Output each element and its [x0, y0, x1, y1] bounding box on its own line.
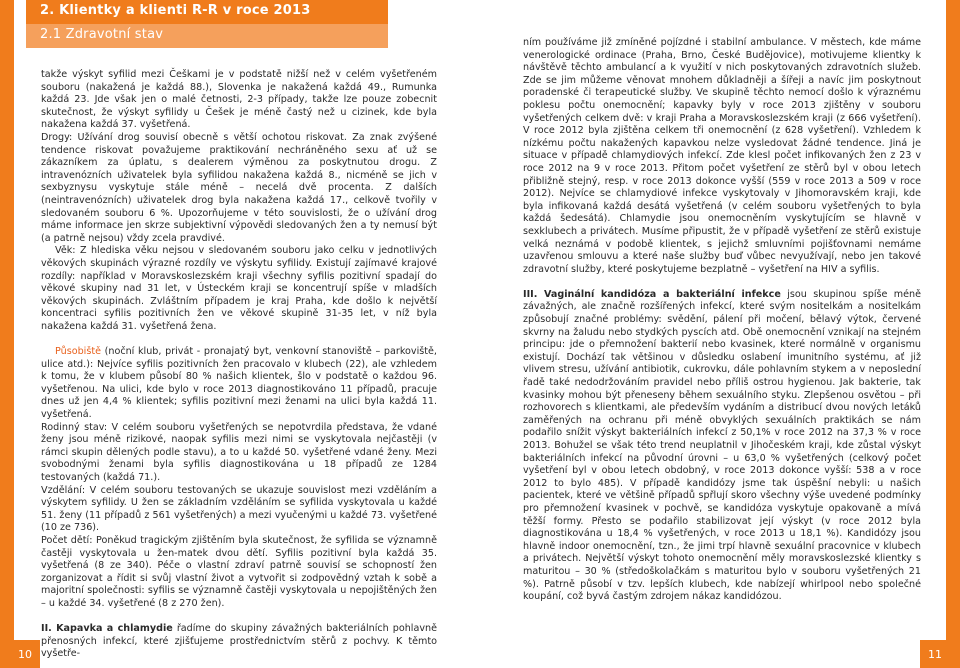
paragraph-spacer — [41, 611, 437, 624]
left-column — [41, 69, 437, 661]
left-edge-rail — [0, 0, 14, 668]
paragraph-spacer — [523, 276, 921, 289]
paragraph-marital-status: Rodinný stav: V celém souboru vyšetřených se nepotvrdila představa, že vdané ženy jsou méně rizikové, naopak syfilis mezi nimi se vyskytovala nejčastěji (v rámci skupin dělených podle stavu), a to u každé 50. vyšetřené vdané ženy. Mezi svobodnými ženami byla syfilis diagnostikována u 18 případů ze 1284 testovaných (každá 71.). — [41, 421, 437, 483]
paragraph-age: Věk: Z hlediska věku nejsou v sledovaném souboru jako celku v jednotlivých věkových skupinách výrazné rozdíly ve výskytu syfilidy. Existují zajímavé krajové rozdíly: například v Moravskoslezském kraji všechny syfilis pozitivní spadají do věkové skupiny nad 31 let, v Ústeckém kraji se koncentrují spíše v mladších věkových skupinách. Zvláštním případem je kraj Praha, kde došlo k největší koncentraci syfilis pozitivních žen ve věkové skupině 31-35 let, v níž byla nakažena každá 31. vyšetřená žena. — [41, 245, 437, 332]
paragraph-drugs: Drogy: Užívání drog souvisí obecně s větší ochotou riskovat. Za znak zvýšené tendence riskovat považujeme praktikování nechráněného sexu ať už se zákazníkem za úplatu, s dealerem výměnou za poskytnutou drogu. Z intravenózních uživatelek byla syfilidou nakažena každá 8., nicméně se jich v sexbyznysu vyskytuje stále méně – necelá dvě procenta. Z dalších (neintravenózních) uživatelek drog byla nakažena každá 17., celkově tvořily v sledovaném souboru 6 %. Upozorňujeme v této souvislosti, že o užívání drog máme informace jen skrze subjektivní výpovědi sledovaných žen a ty nemusí být (a patrně nejsou) vždy zcela pravdivé. — [41, 131, 437, 244]
gonorrhea-text: řadíme do skupiny závažných bakteriálních pohlavně přenosných infekcí, které zjišťujeme prostřednictvím stěrů z pochvy. K těmto vyšetře- — [41, 623, 438, 660]
paragraph-candidiasis — [523, 289, 921, 604]
subsection-title: 2.1 Zdravotní stav — [40, 27, 164, 42]
right-column — [523, 37, 921, 604]
paragraph-children: Počet dětí: Poněkud tragickým zjištěním byla skutečnost, že syfilida se významně častěji vyskytovala u žen-matek dvou dětí. Syfilis pozitivní byla každá 35. vyšetřená (8 ze 340). Péče o vlastní zdraví patrně souvisí se schopností žen zorganizovat a řídit si svůj vlastní život a vytvořit si zodpovědný vztah k sobě a majoritní společnosti: syfilis se významně častěji vyskytovala u nepojištěných žen – u každé 34. vyšetřené (8 z 270 žen). — [41, 534, 437, 609]
right-edge-rail — [946, 0, 960, 668]
section-title: 2. Klientky a klienti R-R v roce 2013 — [40, 3, 311, 18]
page-number-right: 11 — [920, 640, 950, 668]
workplace-label: Působiště — [55, 346, 101, 358]
paragraph-workplace — [41, 346, 437, 422]
paragraph-spacer — [41, 333, 437, 346]
candidiasis-text: jsou skupinou spíše méně závažných, ale značně rozšířených infekcí, které svým nositelkám a nositelkám způsobují značné problémy: svědění, pálení při močení, bělavý výtok, červené skvrny na žaludu nebo stydkých pyscích atd. Obě onemocnění vznikají na stejném principu: jde o přemnožení bakterií nebo kvasinek, které normálně v organismu existují. Dochází tak většinou v důsledku oslabení imunitního systému, ať již vlivem stresu, užívání antibiotik, cukrovku, dále pohlavním stykem a v neposlední řadě také nedodržováním pravidel nebo příliš ostrou hygienou. Jak bakterie, tak kvasinky mohou být přeneseny během sexuálního styku. Zlepšenou osvětou – při rozhovorech s klientkami, ale především vydáním a distribucí dvou nových letáků zaměřených na ochranu při méně obvyklých sexuálních praktikách se nám podařilo snížit výskyt bakteriálních infekcí z 50,1% v roce 2012 na 37,3 % v roce 2013. Bohužel se však této trend neuplatnil v Jihočeském kraji, kde zůstal výskyt bakteriálních infekcí na původní úrovni – u 63,0 % vyšetřených (celkový počet vyšetření byl v obou letech obdobný, v roce 2013 dokonce vyšší: 538 a v roce 2012 to bylo 485). V případě kandidózy jsme tak úspěšní nebyli: u našich pacientek, které ve většině případů spřlují skoro všechny výše uvedené podmínky pro přemnožení kvasinek v pochvě, se kandidóza vyskytuje opakovaně a mívá těžší formy. Přesto se podařilo stabilizovat její výskyt (v roce 2012 byla diagnostikována u 18,4 % vyšetřených, v roce 2013 u 18,1 %). Kandidózy jsou hlavně indoor onemocnění, tzn., že jimi trpí hlavně sexuální pracovnice v klubech a privátech. Největší výskyt tohoto onemocnění měly moravskoslezské klientky s maturitou – 30 % (středoškolačkám s maturitou bylo v souboru vyšetřených 21 %). Patrně působí v tzv. lepších klubech, kde nabízejí whirlpool nebo společné koupání, což byvá častým zdrojem nákaz kandidózou. — [523, 288, 921, 603]
subsection-header-bar — [26, 24, 388, 48]
gonorrhea-label: II. Kapavka a chlamydie — [41, 623, 173, 635]
workplace-text: (noční klub, privát - pronajatý byt, venkovní stanoviště – parkoviště, ulice atd.): Nejvíce syfilis pozitivních žen pracovalo v klubech (22), ale vzhledem k tomu, že v klubem působí 80 % našich klientek, šlo v podstatě o každou 96. vyšetřenou. Na ulici, kde bylo v roce 2013 diagnostikováno 11 případů, pracuje dnes už jen 4,4 % klientek; syfilis pozitivní mezi ženami na ulici byla každá 11. vyšetřená. — [41, 346, 437, 421]
page-number-left: 10 — [10, 640, 40, 668]
paragraph-education: Vzdělání: V celém souboru testovaných se ukazuje souvislost mezi vzděláním a výskytem syfilidy. U žen se základním vzděláním se syfilida vyskytovala u každé 51. ženy (11 případů z 561 vyšetřených) a mezi vyučenými u každé 73. vyšetřené (10 ze 736). — [41, 484, 437, 534]
paragraph-chlamydia: ním používáme již zmíněné pojízdné i stabilní ambulance. V městech, kde máme venerologické ordinace (Praha, Brno, České Budějovice), motivujeme klientky k návštěvě těchto ambulancí a k využití v nich poskytovaných zdravotních služeb. Zde se jim můžeme věnovat mnohem důkladněji a šířeji a navíc jim poskytnout poradenské či terapeutické služby. Ve skupině těchto nemocí došlo k výraznému poklesu počtu onemocnění; kapavky byly v roce 2013 zjištěny v souboru vyšetřených celkem dvě: v kraji Praha a Moravskoslezském kraji (z 666 vyšetření). V roce 2012 byla zjištěna celkem tři onemocnění (z 628 vyšetření). Vzhledem k nízkému počtu nakažených kapavkou nelze vysledovat žádné tendence. Jiná je situace v případě chlamydiových infekcí. Zde klesl počet infikovaných žen z 23 v roce 2012 na 9 v roce 2013. Přitom počet vyšetření ze stěrů byl v obou letech přibližně stejný, resp. v roce 2013 dokonce vyšší (559 v roce 2013 a 509 v roce 2012). Nejvíce se chlamydiové infekce vyskytovaly v Jihomoravském kraji, kde byla infikovaná každá desátá vyšetřená (v celém souboru vyšetřených to byla každá šedesátá). Chlamydie jsou onemocněním vyskytujícím se hlavně v sexklubech a privátech. Musíme připustit, že v případě vyšetření ze stěrů existuje velká neznámá v podobě klientek, s jejichž smluvními pojišťovnami nemáme uzavřenou smlouvu a které naše služby buď vůbec nevyužívají, nebo jen takové zdravotní služby, které poskytujeme bezplatně – vyšetření na HIV a syfilis. — [523, 37, 921, 275]
paragraph-gonorrhea — [41, 623, 437, 661]
section-header-bar — [26, 0, 388, 24]
candidiasis-label: III. Vaginální kandidóza a bakteriální infekce — [523, 288, 781, 300]
paragraph-nationality: takže výskyt syfilid mezi Češkami je v podstatě nižší než v celém vyšetřeném souboru (nakažená je každá 88.), Slovenka je nakažená každá 49., Rumunka každá 23. Jde však jen o malé četnosti, 2-3 případy, takže lze pouze zobecnit skutečnost, že výskyt syfilidy u Češek je méně častý než u cizinek, kde byla nakažena každá 37. vyšetřená. — [41, 69, 437, 131]
